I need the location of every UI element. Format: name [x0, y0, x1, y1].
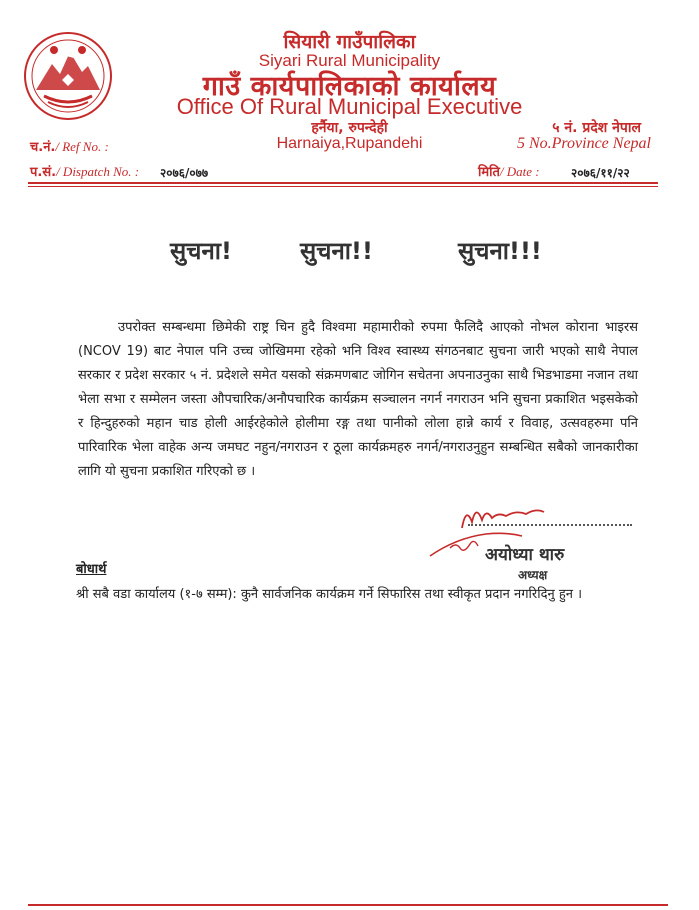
- office-name-english: Office Of Rural Municipal Executive: [176, 94, 523, 119]
- header-divider: [28, 182, 658, 184]
- province-english: 5 No.Province Nepal: [516, 135, 651, 152]
- cc-instruction: कुनै सार्वजनिक कार्यक्रम गर्ने सिफारिस तथा स्वीकृत प्रदान नगरिदिनु हुन ।: [240, 587, 583, 602]
- municipality-name-english: Siyari Rural Municipality: [258, 51, 441, 70]
- signer-name: अयोध्या थारु: [485, 545, 565, 565]
- date-label-english: / Date :: [499, 164, 540, 179]
- notice-body: उपरोक्त सम्बन्धमा छिमेकी राष्ट्र चिन हुदै विश्वमा महामारीको रुपमा फैलिदै आएको नोभल कोराना भाइरस (NCOV 19) बाट नेपाल पनि उच्च जोखिममा रहेको भनि विश्व स्वास्थ्य संगठनबाट सुचना जारी भएको साथै नेपाल सरकार र प्रदेश सरकार ५ नं. प्रदेशले समेत यसको संक्रमणबाट जोगिन सचेतना अपनाउनुका साथै भिडभाडमा नजान तथा भेला सभा र सम्मेलन जस्ता औपचारिक/अनौपचारिक कार्यक्रम सञ्चालन नगर्न नगराउन भनि सुचना प्रकाशित भइसकेको र हिन्दुहरुको महान चाड होली आईरहेकोले होलीमा रङ्ग तथा पानीको लोला हान्ने कार्य र विवाह, उत्सवहरुमा पनि पारिवारिक भेला वाहेक अन्य जमघट नहुन/नगराउन र ठूला कार्यक्रमहरु नगर्न/नगराउनुहुन सम्बन्धित सबैको जानकारीका लागि यो सुचना प्रकाशित गरिएको छ ।: [78, 320, 638, 479]
- municipality-name-nepali: सियारी गाउँपालिका: [283, 31, 416, 53]
- signature-line: [468, 524, 632, 526]
- signer-title: अध्यक्ष: [518, 568, 548, 582]
- date-label: [478, 162, 540, 180]
- cc-line: [76, 583, 611, 607]
- notice-heading-3: सुचना!!!: [458, 237, 542, 265]
- ref-label-english: / Ref No. :: [55, 139, 109, 154]
- ref-label-nepali: च.नं.: [30, 140, 56, 155]
- header-divider-thin: [28, 186, 658, 187]
- ref-number-label: [30, 137, 109, 155]
- dispatch-number-label: [30, 162, 139, 180]
- address-english: Harnaiya,Rupandehi: [276, 135, 423, 152]
- date-value: २०७६/११/२२: [571, 166, 630, 180]
- dispatch-number-value: २०७६/०७७: [160, 166, 209, 180]
- cc-heading: बोधार्थ: [76, 562, 107, 577]
- dispatch-label-nepali: प.सं.: [30, 165, 57, 180]
- address-nepali: हर्नैया, रुपन्देही: [311, 120, 388, 136]
- cc-recipient: श्री सबै वडा कार्यालय (१-७ सम्म):: [76, 587, 237, 602]
- dispatch-label-english: / Dispatch No. :: [56, 164, 140, 179]
- office-name-nepali: गाउँ कार्यपालिकाको कार्यालय: [202, 71, 497, 102]
- date-label-nepali: मिति: [478, 165, 500, 180]
- footer-divider: [28, 904, 668, 906]
- notice-heading-2: सुचना!!: [300, 237, 373, 265]
- province-nepali: ५ नं. प्रदेश नेपाल: [552, 120, 641, 136]
- notice-heading-1: सुचना!: [170, 237, 232, 265]
